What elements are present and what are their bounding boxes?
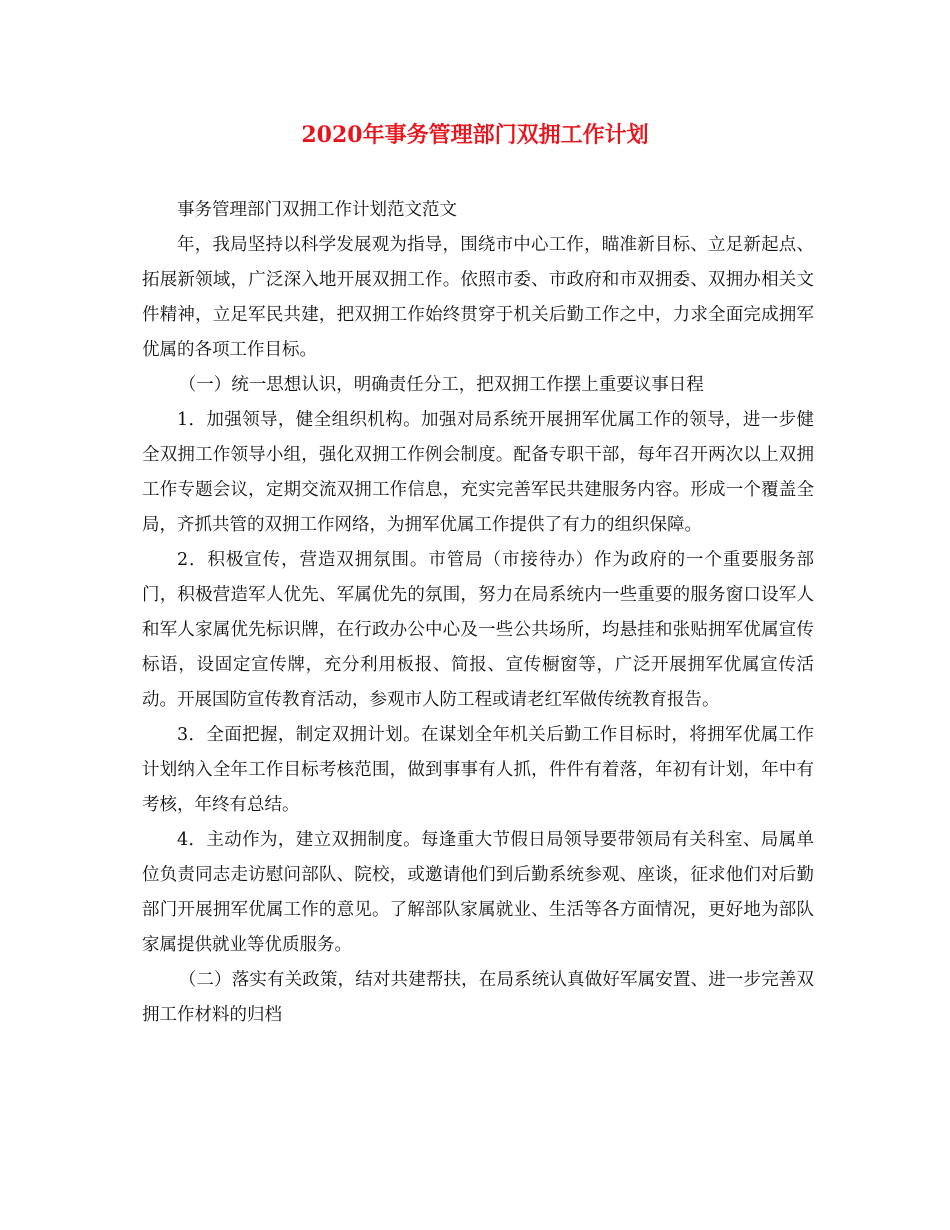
- section-heading-2: （二）落实有关政策，结对共建帮扶，在局系统认真做好军属安置、进一步完善双拥工作材料的归档: [142, 970, 814, 1025]
- paragraph-item-1: 1．加强领导，健全组织机构。加强对局系统开展拥军优属工作的领导，进一步健全双拥工作领导小组，强化双拥工作例会制度。配备专职干部，每年召开两次以上双拥工作专题会议，定期交流双拥工作信息，充实完善军民共建服务内容。形成一个覆盖全局，齐抓共管的双拥工作网络，为拥军优属工作提供了有力的组织保障。: [142, 410, 814, 535]
- paragraph-intro: 年，我局坚持以科学发展观为指导，围绕市中心工作，瞄准新目标、立足新起点、拓展新领域，广泛深入地开展双拥工作。依照市委、市政府和市双拥委、双拥办相关文件精神，立足军民共建，把双拥工作始终贯穿于机关后勤工作之中，力求全面完成拥军优属的各项工作目标。: [142, 235, 814, 360]
- paragraph-heading-line: 事务管理部门双拥工作计划范文范文: [177, 200, 457, 220]
- document-body: [142, 193, 814, 1033]
- paragraph-item-4: 4．主动作为，建立双拥制度。每逢重大节假日局领导要带领局有关科室、局属单位负责同志走访慰问部队、院校，或邀请他们到后勤系统参观、座谈，征求他们对后勤部门开展拥军优属工作的意见。了解部队家属就业、生活等各方面情况，更好地为部队家属提供就业等优质服务。: [142, 830, 814, 955]
- section-heading-1: （一）统一思想认识，明确责任分工，把双拥工作摆上重要议事日程: [178, 375, 704, 395]
- paragraph-item-2: 2．积极宣传，营造双拥氛围。市管局（市接待办）作为政府的一个重要服务部门，积极营造军人优先、军属优先的氛围，努力在局系统内一些重要的服务窗口设军人和军人家属优先标识牌，在行政办公中心及一些公共场所，均悬挂和张贴拥军优属宣传标语，设固定宣传牌，充分利用板报、简报、宣传橱窗等，广泛开展拥军优属宣传活动。开展国防宣传教育活动，参观市人防工程或请老红军做传统教育报告。: [142, 550, 814, 710]
- document-title: 2020年事务管理部门双拥工作计划: [301, 122, 649, 148]
- paragraph-item-3: 3．全面把握，制定双拥计划。在谋划全年机关后勤工作目标时，将拥军优属工作计划纳入全年工作目标考核范围，做到事事有人抓，件件有着落，年初有计划，年中有考核，年终有总结。: [142, 725, 814, 815]
